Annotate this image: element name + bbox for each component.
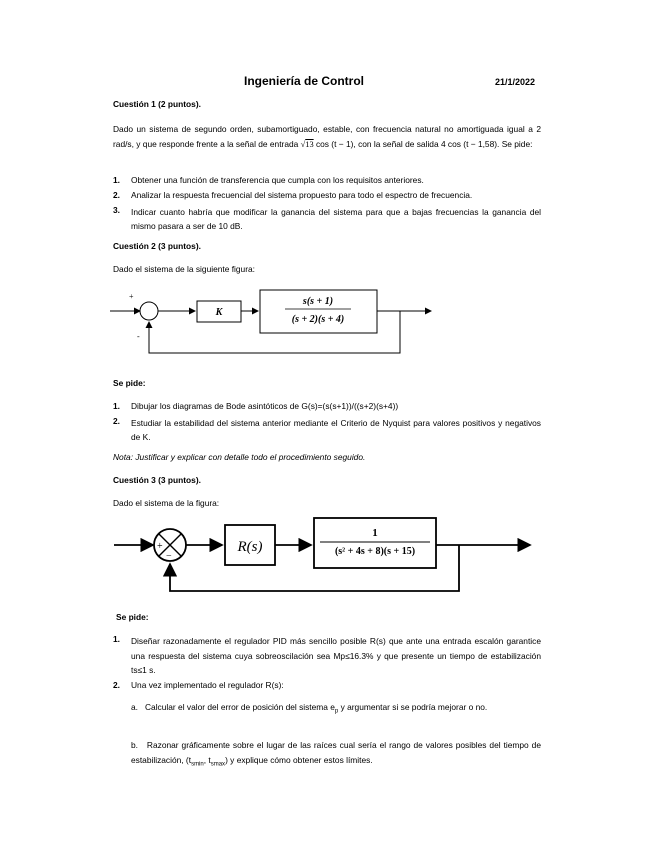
q3-item-1: Diseñar razonadamente el regulador PID más sencillo posible R(s) que ante una entrada escalón garantice una respuesta del sistema cuya sobreoscilación sea Mp≤16.3% y que presente un tiempo de estabilización ts≤1 s. bbox=[131, 636, 541, 675]
q3-item-2-number: 2. bbox=[113, 680, 120, 690]
q1-item-2: Analizar la respuesta frecuencial del sistema propuesto para todo el espectro de frecuencia. bbox=[131, 190, 473, 200]
q3-block-diagram bbox=[110, 515, 550, 595]
q3-sub-b-text-3: ) y explique cómo obtener estos límites. bbox=[225, 754, 373, 765]
q3-sub-b-subscript-1: smin bbox=[191, 761, 204, 768]
q2-summing-junction bbox=[140, 302, 158, 320]
exam-date: 21/1/2022 bbox=[495, 77, 536, 87]
q3-sub-b-label: b. bbox=[131, 740, 138, 750]
q3-item-1-number: 1. bbox=[113, 634, 120, 644]
q1-heading: Cuestión 1 (2 puntos). bbox=[113, 99, 201, 109]
page-title: Ingeniería de Control bbox=[244, 74, 365, 88]
q3-plant-block bbox=[314, 518, 436, 568]
q1-item-3-number: 3. bbox=[113, 205, 120, 215]
q3-plant-numerator: 1 bbox=[372, 527, 378, 539]
q3-sub-a-text-1: Calcular el valor del error de posición del sistema e bbox=[144, 702, 335, 712]
q3-heading: Cuestión 3 (3 puntos). bbox=[113, 475, 201, 485]
q2-item-2-number: 2. bbox=[113, 416, 120, 426]
q3-sub-b-text-1: Razonar gráficamente sobre el lugar de las raíces cual sería el rango de valores posibles del tiempo de estabilización, (t bbox=[131, 740, 542, 765]
q1-item-3: Indicar cuanto habría que modificar la ganancia del sistema para que a bajas frecuencias la ganancia del mismo pasara a ser de 10 dB. bbox=[131, 207, 541, 231]
q1-intro bbox=[113, 122, 541, 152]
q3-sub-b-text-2: , t bbox=[203, 754, 211, 765]
q2-minus-sign: - bbox=[137, 332, 140, 341]
q2-block-diagram bbox=[110, 282, 440, 362]
q3-sub-a-label: a. bbox=[131, 702, 138, 712]
q2-intro: Dado el sistema de la siguiente figura: bbox=[113, 264, 255, 274]
q2-gain-label: K bbox=[215, 307, 223, 318]
q2-item-2: Estudiar la estabilidad del sistema anterior mediante el Criterio de Nyquist para valores positivos y negativos de K. bbox=[131, 418, 541, 442]
sqrt-symbol: √ bbox=[300, 139, 306, 149]
q3-intro: Dado el sistema de la figura: bbox=[113, 498, 220, 508]
q3-plant-denominator: (s² + 4s + 8)(s + 15) bbox=[334, 546, 416, 557]
q3-sub-b bbox=[131, 738, 541, 772]
q3-sepide: Se pide: bbox=[116, 612, 149, 622]
q3-minus-sign: − bbox=[166, 551, 172, 562]
q3-item-2: Una vez implementado el regulador R(s): bbox=[131, 680, 284, 690]
q2-plus-sign: + bbox=[129, 292, 134, 301]
q2-item-1-number: 1. bbox=[113, 401, 120, 411]
q3-plus-sign: + bbox=[157, 541, 163, 552]
q2-sepide: Se pide: bbox=[113, 378, 146, 388]
q2-plant-denominator: (s + 2)(s + 4) bbox=[291, 314, 345, 325]
q2-plant-numerator: s(s + 1) bbox=[302, 296, 334, 307]
q2-note: Nota: Justificar y explicar con detalle todo el procedimiento seguido. bbox=[113, 452, 366, 462]
q1-item-2-number: 2. bbox=[113, 190, 120, 200]
q3-sub-a-text-2: y argumentar si se podría mejorar o no. bbox=[338, 702, 488, 712]
q1-item-1-number: 1. bbox=[113, 175, 120, 185]
q2-item-1: Dibujar los diagramas de Bode asintóticos de G(s)=(s(s+1))/((s+2)(s+4)) bbox=[131, 401, 399, 411]
q3-sub-b-subscript-2: smax bbox=[210, 761, 226, 768]
q2-heading: Cuestión 2 (3 puntos). bbox=[113, 241, 201, 251]
q3-sub-a bbox=[131, 700, 541, 719]
q1-sqrt-arg: 13 bbox=[305, 139, 314, 149]
q1-intro-a: Dado un sistema de segundo orden, subamortiguado, estable, con frecuencia natural no amortiguada igual a 2 rad/s, y que responde frente a la señal de entrada bbox=[113, 124, 541, 149]
q3-sub-a-subscript: p bbox=[334, 708, 339, 715]
q1-intro-b: cos (t − 1), con la señal de salida 4 cos (t − 1,58). Se pide: bbox=[313, 138, 533, 149]
q1-item-1: Obtener una función de transferencia que cumpla con los requisitos anteriores. bbox=[131, 175, 424, 185]
q3-controller-label: R(s) bbox=[237, 539, 263, 555]
